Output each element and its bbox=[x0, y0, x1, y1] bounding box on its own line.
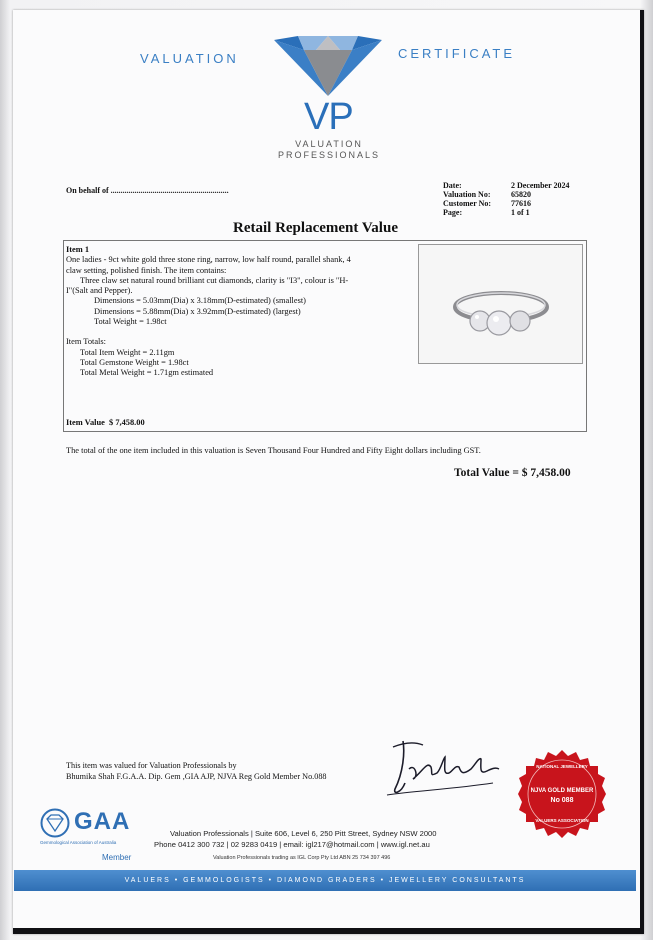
item-desc-line2: claw setting, polished finish. The item contains: bbox=[66, 265, 227, 275]
customer-no-label: Customer No: bbox=[443, 199, 492, 208]
valuation-no-label: Valuation No: bbox=[443, 190, 491, 199]
logo-sub-line1: VALUATION bbox=[295, 139, 363, 149]
header-left-word: VALUATION bbox=[140, 51, 239, 66]
item-value-label: Item Value bbox=[66, 418, 105, 427]
ring-icon bbox=[419, 245, 582, 363]
page-value: 1 of 1 bbox=[511, 208, 530, 217]
gaa-subtitle: Gemmological Association of Australia bbox=[40, 840, 117, 845]
date-label: Date: bbox=[443, 181, 462, 190]
valuer-line2: Bhumika Shah F.G.A.A. Dip. Gem ,GIA AJP, NJVA Reg Gold Member No.088 bbox=[66, 772, 327, 781]
item-heading: Item 1 bbox=[66, 245, 90, 254]
diamond-logo-icon bbox=[274, 36, 382, 100]
header-right-word: CERTIFICATE bbox=[398, 46, 516, 61]
valuer-line1: This item was valued for Valuation Professionals by bbox=[66, 761, 237, 770]
total-item-weight: Total Item Weight = 2.11gm bbox=[80, 347, 175, 357]
vp-logo-text: VP bbox=[304, 96, 353, 138]
footer-band: VALUERS • GEMMOLOGISTS • DIAMOND GRADERS • JEWELLERY CONSULTANTS bbox=[14, 870, 636, 891]
gaa-member: Member bbox=[102, 853, 132, 862]
seal-line2: No 088 bbox=[550, 797, 574, 804]
logo-subtitle bbox=[270, 139, 388, 161]
total-gem-weight: Total Gemstone Weight = 1.98ct bbox=[80, 357, 189, 367]
seal-bottom-text: VALUERS ASSOCIATION bbox=[535, 818, 589, 823]
seal-top-text: NATIONAL JEWELLERY bbox=[536, 764, 588, 769]
contact-abn: Valuation Professionals trading as IGL Corp Pty Ltd ABN 25 734 397 496 bbox=[213, 855, 391, 861]
meta-values bbox=[511, 181, 570, 217]
gaa-logo-text: GAA bbox=[74, 808, 131, 835]
gaa-diamond-icon bbox=[40, 808, 70, 838]
total-metal-weight: Total Metal Weight = 1.71gm estimated bbox=[80, 368, 214, 378]
valuation-no-value: 65820 bbox=[511, 190, 531, 199]
customer-no-value: 77616 bbox=[511, 199, 531, 208]
summary-text: The total of the one item included in this valuation is Seven Thousand Four Hundred and Fifty Eight dollars including GST. bbox=[66, 446, 481, 455]
item-desc-line1: One ladies - 9ct white gold three stone ring, narrow, low half round, parallel shank, 4 bbox=[66, 255, 351, 265]
meta-labels bbox=[443, 181, 491, 217]
total-value: Total Value = $ 7,458.00 bbox=[454, 467, 571, 479]
contact-address: Valuation Professionals | Suite 606, Level 6, 250 Pitt Street, Sydney NSW 2000 bbox=[170, 829, 437, 838]
item-value-row bbox=[66, 418, 145, 428]
signature-icon bbox=[383, 733, 503, 803]
logo-sub-line2: PROFESSIONALS bbox=[277, 150, 381, 160]
dimension-smallest: Dimensions = 5.03mm(Dia) x 3.18mm(D-estimated) (smallest) bbox=[94, 296, 306, 306]
valuer-statement bbox=[66, 760, 327, 782]
stone-line1: Three claw set natural round brilliant cut diamonds, clarity is "I3", colour is "H- bbox=[80, 275, 349, 285]
dimension-largest: Dimensions = 5.88mm(Dia) x 3.92mm(D-estimated) (largest) bbox=[94, 306, 301, 316]
page-label: Page: bbox=[443, 208, 463, 217]
item-totals-heading: Item Totals: bbox=[66, 337, 106, 347]
stone-total-weight: Total Weight = 1.98ct bbox=[94, 317, 167, 327]
contact-phone-email: Phone 0412 300 732 | 02 9283 0419 | email: igl217@hotmail.com | www.igl.net.au bbox=[154, 840, 430, 849]
seal-line1: NJVA GOLD MEMBER bbox=[530, 788, 594, 794]
item-value: $ 7,458.00 bbox=[109, 418, 145, 427]
document-title: Retail Replacement Value bbox=[233, 220, 398, 236]
on-behalf-line: On behalf of ........................................................... bbox=[66, 186, 229, 195]
stone-line2: I"(Salt and Pepper). bbox=[66, 286, 133, 296]
date-value: 2 December 2024 bbox=[511, 181, 570, 190]
item-description bbox=[66, 245, 414, 379]
ring-photo bbox=[418, 244, 583, 364]
